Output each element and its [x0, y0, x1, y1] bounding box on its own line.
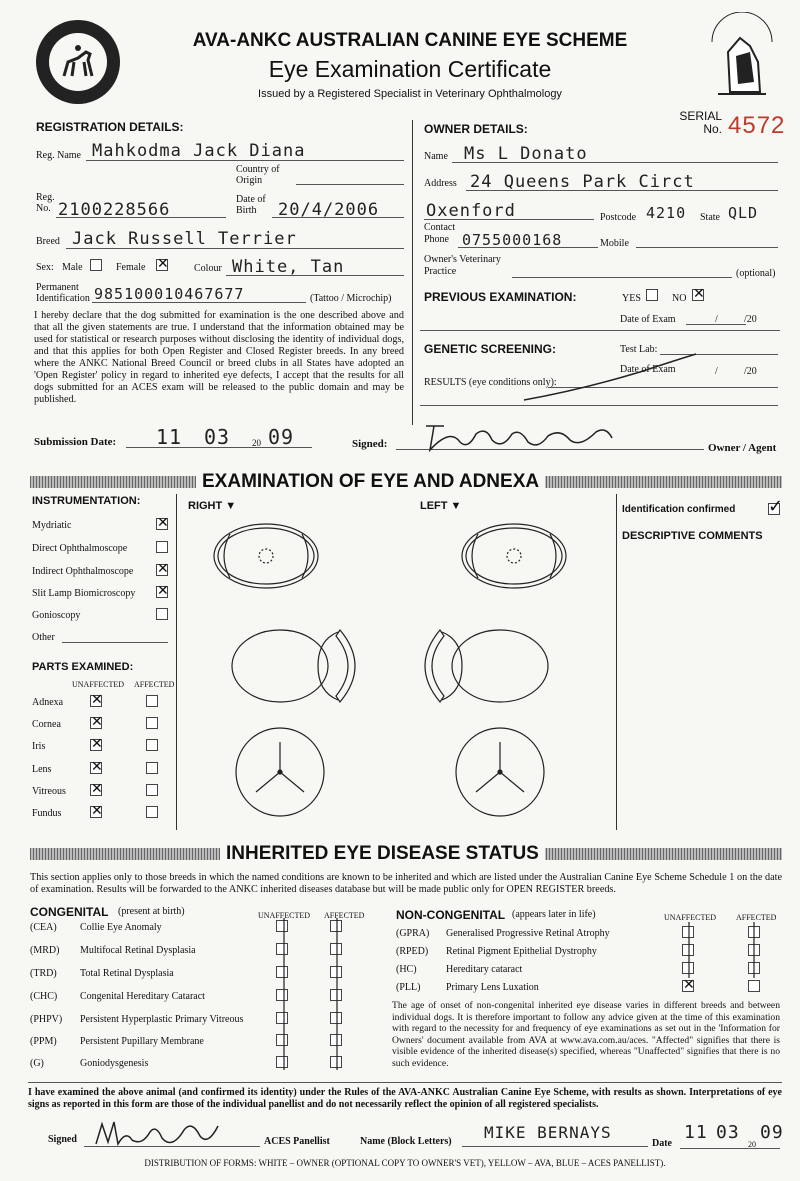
part-affected-4[interactable]: [146, 784, 158, 796]
instrument-label-0: Mydriatic: [32, 520, 72, 531]
previous-exam-heading: PREVIOUS EXAMINATION:: [424, 290, 577, 304]
identification-check-mark: ✓: [768, 496, 784, 517]
cong-name-5: Persistent Pupillary Membrane: [80, 1036, 204, 1047]
part-affected-3[interactable]: [146, 762, 158, 774]
part-unaffected-1[interactable]: [90, 717, 102, 729]
prev-exam-divider: [420, 330, 780, 331]
cong-code-4: (PHPV): [30, 1014, 63, 1025]
instrument-checkbox-4[interactable]: [156, 608, 168, 620]
right-eye-label: RIGHT ▼: [188, 500, 237, 512]
instrument-checkbox-0[interactable]: [156, 518, 168, 530]
part-label-4: Vitreous: [32, 786, 66, 797]
noncongenital-strike-lines: [682, 920, 762, 980]
issued-by: Issued by a Registered Specialist in Veterinary Ophthalmology: [258, 88, 562, 100]
noncong-name-0: Generalised Progressive Retinal Atrophy: [446, 928, 610, 939]
inherited-title: INHERITED EYE DISEASE STATUS: [220, 843, 545, 865]
exam-divider-left: [176, 494, 177, 830]
ankc-logo: [704, 12, 780, 102]
dob-value: 20/4/2006: [278, 200, 380, 220]
part-unaffected-0[interactable]: [90, 695, 102, 707]
footer-date-century: 20: [748, 1140, 756, 1149]
part-affected-0[interactable]: [146, 695, 158, 707]
parts-heading: PARTS EXAMINED:: [32, 661, 134, 673]
part-affected-5[interactable]: [146, 806, 158, 818]
footer-date-year: 09: [760, 1122, 784, 1143]
instrument-label-4: Gonioscopy: [32, 610, 81, 621]
inherited-intro: This section applies only to those breeds in which the named conditions are known to be inherited and which are listed under the Australian Canine Eye Scheme Schedule 1 on the date of examination. Results will be forwarded to the ANKC inherited diseases database but will be made public only for OPEN REGISTER breeds.: [30, 872, 782, 895]
owner-signature: [420, 420, 620, 454]
previous-yes-checkbox[interactable]: [646, 289, 658, 301]
footer-date-day: 11: [684, 1122, 708, 1143]
contact-phone-label: Contact Phone: [424, 222, 456, 245]
panellist-label: ACES Panellist: [264, 1136, 330, 1147]
eye-diagram: [210, 520, 570, 820]
instrument-label-5: Other: [32, 632, 55, 643]
breed-label: Breed: [36, 236, 60, 247]
cong-affected-label: AFFECTED: [324, 911, 365, 920]
sex-label: Sex:: [36, 262, 54, 273]
genetic-date-label: Date of Exam: [620, 364, 676, 375]
reg-no-label: Reg. No.: [36, 192, 55, 214]
address-label: Address: [424, 178, 457, 189]
no-label: NO: [672, 293, 687, 304]
part-unaffected-2[interactable]: [90, 739, 102, 751]
noncong-code-2: (HC): [396, 964, 417, 975]
reg-no-value: 2100228566: [58, 200, 171, 220]
owner-name-label: Name: [424, 151, 448, 162]
colour-label: Colour: [194, 263, 222, 274]
registration-heading: REGISTRATION DETAILS:: [36, 120, 184, 134]
dob-label: Date of Birth: [236, 194, 266, 216]
vet-practice-label: Owner's Veterinary Practice: [424, 254, 501, 277]
cong-code-0: (CEA): [30, 922, 57, 933]
vet-practice-field[interactable]: [512, 277, 732, 278]
ava-logo: [34, 18, 122, 106]
address-line2: Oxenford: [426, 201, 516, 221]
male-label: Male: [62, 262, 83, 273]
part-affected-2[interactable]: [146, 739, 158, 751]
submission-month: 03: [204, 425, 231, 449]
cong-code-1: (MRD): [30, 945, 60, 956]
yes-label: YES: [622, 293, 641, 304]
part-label-5: Fundus: [32, 808, 62, 819]
instrument-label-2: Indirect Ophthalmoscope: [32, 566, 134, 577]
mobile-field[interactable]: [636, 247, 778, 248]
colour-value: White, Tan: [232, 257, 345, 277]
block-name-value: MIKE BERNAYS: [484, 1123, 612, 1142]
male-checkbox[interactable]: [90, 259, 102, 271]
congenital-heading: CONGENITAL: [30, 905, 109, 919]
block-name-label: Name (Block Letters): [360, 1136, 452, 1147]
country-label: Country of Origin: [236, 164, 280, 186]
congenital-note: (present at birth): [118, 906, 185, 917]
cong-code-5: (PPM): [30, 1036, 57, 1047]
submission-year: 09: [268, 425, 295, 449]
instrumentation-heading: INSTRUMENTATION:: [32, 495, 141, 507]
results-label: RESULTS (eye conditions only):: [424, 377, 557, 388]
female-checkbox[interactable]: [156, 259, 168, 271]
noncong-name-3: Primary Lens Luxation: [446, 982, 539, 993]
genetic-date-suffix: /20: [744, 366, 757, 377]
form-title: AVA-ANKC AUSTRALIAN CANINE EYE SCHEME: [192, 30, 628, 51]
part-label-2: Iris: [32, 741, 46, 752]
country-field[interactable]: [296, 184, 404, 185]
noncong-unaffected-3[interactable]: [682, 980, 694, 992]
form-subtitle: Eye Examination Certificate: [268, 56, 552, 82]
part-unaffected-3[interactable]: [90, 762, 102, 774]
age-onset-note: The age of onset of non-congenital inherited eye disease varies in different breeds and between individual dogs. It is therefore important to follow any advice given at the time of this examination with regard to the necessity for and frequency of eye examinations as set out in the 'Information for Owners' document available from AVA at www.ava.com.au/aces. "Affected" signifies that there is visible evidence of the inherited disease(s) specified, whereas "Unaffected" signifies that there is no such evidence.: [392, 1000, 780, 1069]
postcode-value: 4210: [646, 204, 687, 222]
noncong-name-1: Retinal Pigment Epithelial Dystrophy: [446, 946, 597, 957]
noncong-code-3: (PLL): [396, 982, 421, 993]
permid-label: Permanent Identification: [36, 282, 90, 304]
part-affected-1[interactable]: [146, 717, 158, 729]
mobile-label: Mobile: [600, 238, 629, 249]
cong-name-2: Total Retinal Dysplasia: [80, 968, 174, 979]
footer-divider: [28, 1082, 782, 1083]
distribution-note: DISTRIBUTION OF FORMS: WHITE – OWNER (OPTIONAL COPY TO OWNER'S VET), YELLOW – AVA, BLUE – ACES PANELLIST).: [144, 1158, 666, 1168]
noncong-name-2: Hereditary cataract: [446, 964, 523, 975]
breed-value: Jack Russell Terrier: [72, 229, 297, 249]
block-name-field[interactable]: [462, 1146, 648, 1147]
state-label: State: [700, 212, 720, 223]
female-label: Female: [116, 262, 146, 273]
submission-day: 11: [156, 425, 183, 449]
noncong-code-1: (RPED): [396, 946, 429, 957]
owner-agent-label: Owner / Agent: [708, 442, 777, 454]
cong-code-3: (CHC): [30, 991, 58, 1002]
genetic-heading: GENETIC SCREENING:: [424, 342, 557, 356]
prev-date-label: Date of Exam: [620, 314, 676, 325]
reg-name-label: Reg. Name: [36, 150, 81, 161]
noncong-code-0: (GPRA): [396, 928, 430, 939]
congenital-strike-lines: [276, 916, 346, 1072]
test-lab-label: Test Lab:: [620, 344, 658, 355]
footer-signed-label: Signed: [48, 1134, 77, 1145]
instrument-checkbox-1[interactable]: [156, 541, 168, 553]
genetic-date-slash: /: [715, 366, 718, 377]
owner-name-value: Ms L Donato: [464, 144, 588, 164]
prev-date-suffix: /20: [744, 314, 757, 325]
cong-unaffected-label: UNAFFECTED: [258, 911, 311, 920]
state-value: QLD: [728, 204, 759, 222]
instrument-other-field[interactable]: [62, 642, 168, 643]
noncongenital-heading: NON-CONGENITAL: [396, 908, 506, 922]
instrument-label-1: Direct Ophthalmoscope: [32, 543, 128, 554]
previous-no-checkbox[interactable]: [692, 289, 704, 301]
declaration-text: I hereby declare that the dog submitted for examination is the one described above and that all the given statements are true. I understand that the information obtained may be used for statistical or research purposes without disclosing the identity of individual dogs, and that this applies for both Open Register and Closed Register breeds. In any breed where the ANKC National Breed Council or breed clubs in all States have adopted an 'Open Register' policy in regard to inherited eye defects, I accept that the results for all dogs submitted for an ACES exam will be released to the public domain and may be published.: [34, 310, 404, 405]
permid-note: (Tattoo / Microchip): [310, 293, 392, 304]
phone-value: 0755000168: [462, 231, 563, 249]
cong-name-0: Collie Eye Anomaly: [80, 922, 162, 933]
cong-name-4: Persistent Hyperplastic Primary Vitreous: [80, 1014, 244, 1025]
left-eye-label: LEFT ▼: [420, 500, 462, 512]
part-label-3: Lens: [32, 764, 52, 775]
noncongenital-note: (appears later in life): [512, 909, 596, 920]
cong-name-6: Goniodysgenesis: [80, 1058, 149, 1069]
prev-date-slash: /: [715, 314, 718, 325]
exam-divider-right: [616, 494, 617, 830]
part-label-1: Cornea: [32, 719, 61, 730]
parts-unaffected-label: UNAFFECTED: [72, 680, 125, 689]
address-line1: 24 Queens Park Circt: [470, 172, 695, 192]
postcode-label: Postcode: [600, 212, 637, 223]
footer-date-label: Date: [652, 1138, 672, 1149]
footer-date-field[interactable]: [680, 1148, 780, 1149]
instrument-label-3: Slit Lamp Biomicroscopy: [32, 588, 136, 599]
column-divider: [412, 120, 413, 425]
serial-label: SERIAL No.: [679, 109, 722, 136]
cong-code-2: (TRD): [30, 968, 57, 979]
noncong-affected-label: AFFECTED: [736, 913, 777, 922]
owner-heading: OWNER DETAILS:: [424, 122, 528, 136]
instrument-checkbox-2[interactable]: [156, 564, 168, 576]
serial-number: 4572: [728, 112, 786, 139]
exam-title: EXAMINATION OF EYE AND ADNEXA: [196, 471, 545, 493]
comments-label: DESCRIPTIVE COMMENTS: [622, 530, 763, 542]
submission-century: 20: [252, 438, 261, 448]
optional-label: (optional): [736, 268, 776, 279]
part-label-0: Adnexa: [32, 697, 64, 708]
instrument-checkbox-3[interactable]: [156, 586, 168, 598]
noncong-unaffected-label: UNAFFECTED: [664, 913, 717, 922]
footer-date-month: 03: [716, 1122, 740, 1143]
reg-name-value: Mahkodma Jack Diana: [92, 141, 306, 161]
cong-name-1: Multifocal Retinal Dysplasia: [80, 945, 196, 956]
permid-value: 985100010467677: [94, 285, 245, 303]
signed-label: Signed:: [352, 438, 388, 450]
cong-name-3: Congenital Hereditary Cataract: [80, 991, 205, 1002]
noncong-affected-3[interactable]: [748, 980, 760, 992]
submission-label: Submission Date:: [34, 436, 117, 448]
part-unaffected-5[interactable]: [90, 806, 102, 818]
part-unaffected-4[interactable]: [90, 784, 102, 796]
results-strike: [520, 350, 700, 406]
cong-code-6: (G): [30, 1058, 44, 1069]
panellist-signature: [92, 1116, 222, 1150]
footer-statement: I have examined the above animal (and confirmed its identity) under the Rules of the AVA-ANKC Australian Canine Eye Scheme, with results as shown. Interpretations of eye signs as reported in this form are those of the individual panellist and do not necessarily reflect the opinion of all registered specialists.: [28, 1087, 782, 1110]
parts-affected-label: AFFECTED: [134, 680, 175, 689]
identification-label: Identification confirmed: [622, 504, 736, 515]
